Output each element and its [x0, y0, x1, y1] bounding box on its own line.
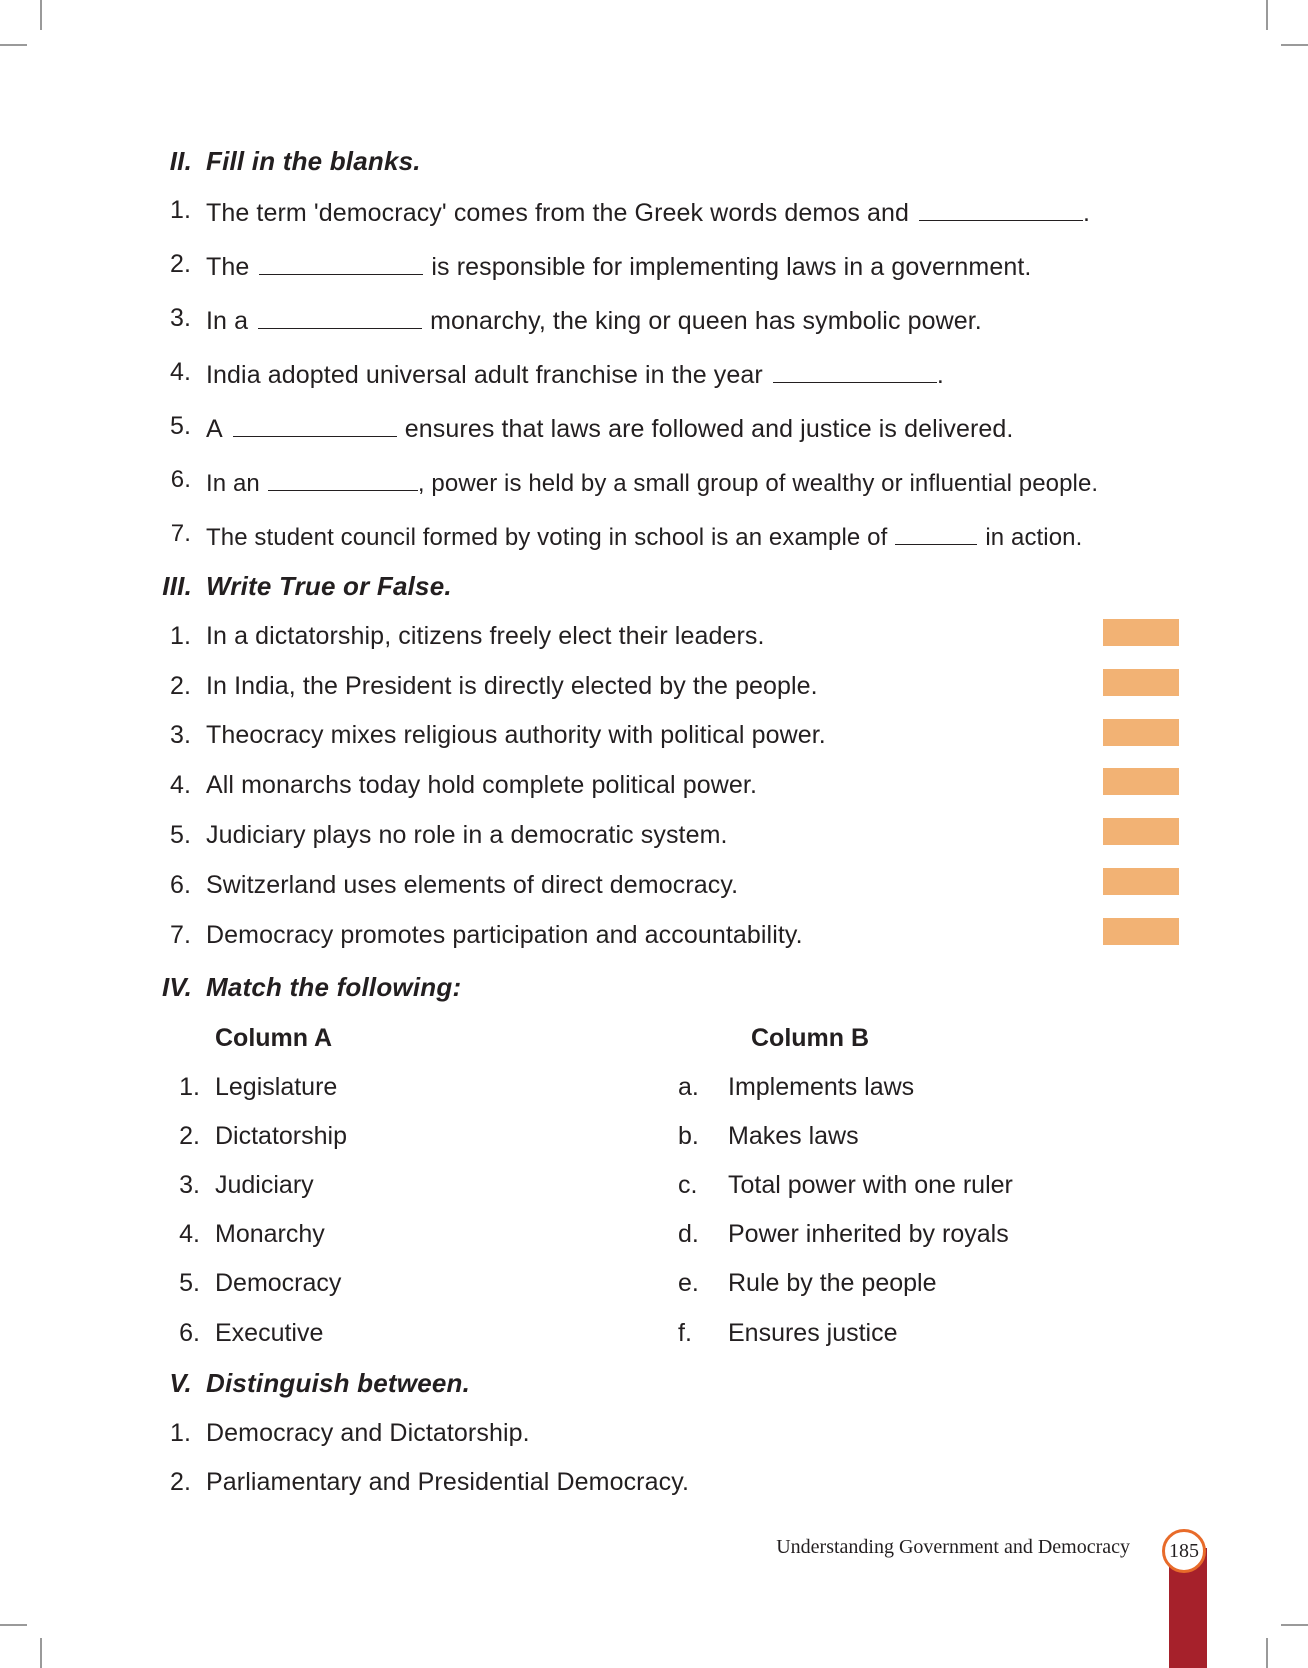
chapter-title-footer: Understanding Government and Democracy — [776, 1536, 1130, 1558]
section-title: Fill in the blanks. — [206, 146, 421, 176]
fill-blank-item — [169, 196, 1091, 228]
answer-blank — [259, 250, 423, 275]
section-title: Match the following: — [206, 972, 462, 1002]
item-text: The term 'democracy' comes from the Greek words demos and — [206, 199, 910, 227]
item-text: Executive — [215, 1319, 324, 1347]
item-text: Rule by the people — [728, 1269, 937, 1297]
item-number: 3. — [169, 304, 191, 332]
true-false-item — [169, 622, 765, 651]
item-number: 4. — [169, 358, 191, 386]
section-number: III. — [162, 571, 192, 601]
answer-box[interactable] — [1103, 619, 1179, 646]
item-text: Ensures justice — [728, 1319, 898, 1347]
item-text: Parliamentary and Presidential Democracy. — [206, 1468, 690, 1496]
answer-blank — [233, 412, 397, 437]
column-a-item — [179, 1319, 324, 1348]
answer-box[interactable] — [1103, 918, 1179, 945]
crop-mark — [40, 0, 42, 30]
section-number: II. — [169, 146, 192, 176]
section-number: V. — [169, 1368, 192, 1398]
item-text: Switzerland uses elements of direct democracy. — [206, 871, 739, 899]
column-a-heading: Column A — [215, 1024, 333, 1052]
crop-mark — [1266, 0, 1268, 30]
item-number: 7. — [169, 921, 191, 949]
distinguish-item — [169, 1468, 690, 1497]
true-false-item — [169, 821, 728, 850]
answer-box[interactable] — [1103, 868, 1179, 895]
answer-blank — [773, 358, 937, 383]
item-number: 7. — [170, 520, 191, 547]
item-number: 2. — [169, 250, 191, 278]
item-number: 6. — [169, 871, 191, 899]
item-number: 5. — [169, 821, 191, 849]
item-text: Legislature — [215, 1073, 338, 1101]
fill-blank-item — [170, 520, 1083, 552]
item-text: All monarchs today hold complete political power. — [206, 771, 758, 799]
item-number: 1. — [169, 622, 191, 650]
item-text: Monarchy — [215, 1220, 325, 1248]
item-number: 5. — [169, 412, 191, 440]
fill-blank-item — [169, 412, 1014, 444]
column-a-item — [179, 1269, 342, 1298]
item-text-end: , power is held by a small group of wealthy or influential people. — [417, 470, 1099, 497]
item-text: In an — [206, 470, 260, 497]
item-text: In a — [206, 307, 249, 335]
item-text: Democracy promotes participation and accountability. — [206, 921, 803, 949]
item-text-end: . — [936, 361, 944, 389]
item-number: 3. — [179, 1171, 200, 1199]
item-letter: a. — [678, 1073, 699, 1101]
item-text-end: is responsible for implementing laws in a government. — [431, 253, 1032, 281]
item-text: Democracy and Dictatorship. — [206, 1419, 530, 1447]
fill-blank-item — [169, 304, 982, 336]
true-false-item — [169, 771, 758, 800]
crop-mark — [0, 44, 27, 46]
item-text: India adopted universal adult franchise in the year — [206, 361, 763, 389]
section-title: Write True or False. — [206, 571, 452, 601]
true-false-item — [169, 721, 826, 750]
column-b-item — [678, 1269, 937, 1298]
item-text: Theocracy mixes religious authority with political power. — [206, 721, 826, 749]
item-number: 1. — [169, 1419, 191, 1447]
item-text: Power inherited by royals — [728, 1220, 1009, 1248]
crop-mark — [1281, 44, 1308, 46]
item-number: 2. — [169, 1468, 191, 1496]
section-heading-distinguish — [169, 1368, 471, 1399]
item-number: 4. — [169, 771, 191, 799]
answer-box[interactable] — [1103, 669, 1179, 696]
item-text: Dictatorship — [215, 1122, 347, 1150]
column-b-item — [678, 1220, 1009, 1249]
crop-mark — [0, 1624, 27, 1626]
crop-mark — [1281, 1624, 1308, 1626]
item-text: Makes laws — [728, 1122, 859, 1150]
item-text: The — [206, 253, 250, 281]
item-number: 4. — [179, 1220, 200, 1248]
item-text: A — [206, 415, 223, 443]
item-text: Implements laws — [728, 1073, 915, 1101]
item-letter: e. — [678, 1269, 699, 1297]
answer-blank — [919, 196, 1083, 221]
item-text: In India, the President is directly elected by the people. — [206, 672, 818, 700]
crop-mark — [40, 1638, 42, 1668]
section-heading-true-false — [162, 571, 452, 602]
item-letter: c. — [678, 1171, 698, 1199]
item-number: 2. — [169, 672, 191, 700]
item-text: Judiciary plays no role in a democratic system. — [206, 821, 728, 849]
item-number: 1. — [179, 1073, 200, 1101]
fill-blank-item — [169, 250, 1032, 282]
fill-blank-item — [170, 466, 1099, 498]
page-number-badge: 185 — [1162, 1529, 1206, 1573]
item-text: Judiciary — [215, 1171, 314, 1199]
column-b-item — [678, 1073, 915, 1102]
true-false-item — [169, 921, 803, 950]
answer-box[interactable] — [1103, 768, 1179, 795]
item-letter: d. — [678, 1220, 699, 1248]
column-a-item — [179, 1122, 347, 1151]
column-a-item — [179, 1073, 338, 1102]
item-number: 6. — [170, 466, 191, 493]
column-b-item — [678, 1319, 898, 1348]
section-heading-match — [161, 972, 462, 1003]
section-number: IV. — [161, 972, 192, 1002]
crop-mark — [1266, 1638, 1268, 1668]
item-number: 1. — [169, 196, 191, 224]
item-text-end: . — [1083, 199, 1091, 227]
column-a-item — [179, 1220, 325, 1249]
item-number: 5. — [179, 1269, 200, 1297]
item-text: In a dictatorship, citizens freely elect their leaders. — [206, 622, 765, 650]
column-a-item — [179, 1171, 314, 1200]
fill-blank-item — [169, 358, 944, 390]
item-text: Democracy — [215, 1269, 342, 1297]
item-text-end: ensures that laws are followed and justice is delivered. — [404, 415, 1014, 443]
column-b-item — [678, 1122, 859, 1151]
answer-blank — [895, 520, 977, 545]
item-number: 2. — [179, 1122, 200, 1150]
item-number: 6. — [179, 1319, 200, 1347]
item-number: 3. — [169, 721, 191, 749]
item-letter: f. — [678, 1319, 692, 1347]
answer-box[interactable] — [1103, 818, 1179, 845]
distinguish-item — [169, 1419, 530, 1448]
true-false-item — [169, 871, 739, 900]
section-heading-fill-blanks — [169, 146, 421, 177]
answer-box[interactable] — [1103, 719, 1179, 746]
column-b-item — [678, 1171, 1013, 1200]
answer-blank — [268, 466, 418, 491]
item-text: The student council formed by voting in school is an example of — [206, 524, 888, 551]
item-letter: b. — [678, 1122, 699, 1150]
column-b-heading: Column B — [751, 1024, 870, 1052]
item-text-end: in action. — [985, 524, 1083, 551]
item-text: Total power with one ruler — [728, 1171, 1013, 1199]
item-text-end: monarchy, the king or queen has symbolic power. — [430, 307, 982, 335]
true-false-item — [169, 672, 818, 701]
answer-blank — [258, 304, 422, 329]
section-title: Distinguish between. — [206, 1368, 471, 1398]
